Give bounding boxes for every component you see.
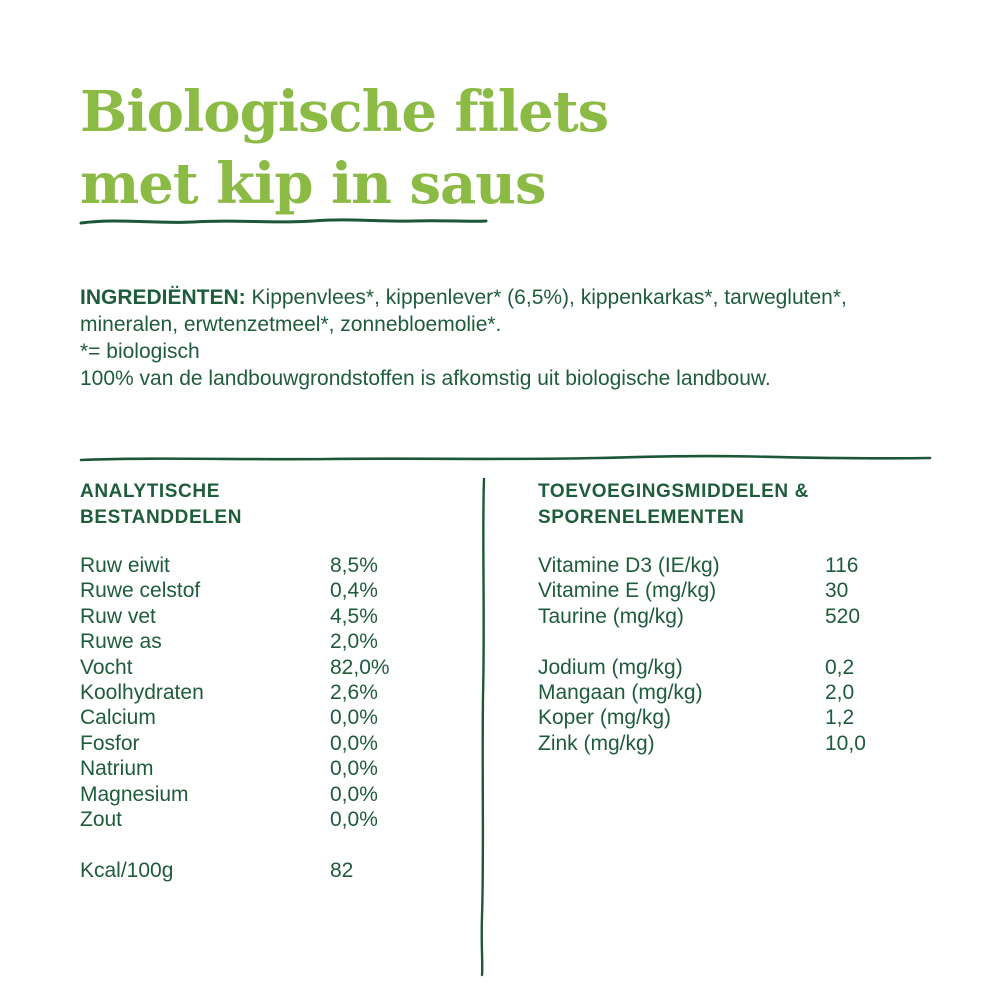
- page-title-line1: Biologische filets: [80, 78, 609, 145]
- row-label: Vitamine D3 (IE/kg): [538, 554, 720, 577]
- row-label: Ruw vet: [80, 604, 156, 628]
- analytical-constituents-heading: [80, 479, 475, 531]
- row-value: 0,0%: [330, 706, 378, 730]
- row-label: Taurine (mg/kg): [538, 604, 684, 628]
- row-value: 0,4%: [330, 579, 378, 603]
- table-row: [80, 756, 475, 781]
- row-label: Kcal/100g: [80, 858, 174, 882]
- row-value: 30: [825, 579, 849, 603]
- row-value: 0,0%: [330, 782, 378, 806]
- analytical-constituents-column: [80, 479, 475, 883]
- title-underline-rule: [78, 213, 490, 229]
- row-value: 2,0%: [330, 630, 378, 654]
- table-row: [80, 807, 475, 832]
- row-value: 0,0%: [330, 731, 378, 755]
- row-label: Magnesium: [80, 782, 189, 806]
- table-row: [538, 578, 938, 603]
- additives-trace-elements-column: [538, 479, 938, 756]
- table-row: [80, 629, 475, 654]
- table-row: [80, 553, 475, 578]
- row-value: 1,2: [825, 706, 855, 730]
- column-divider-rule: [477, 476, 489, 978]
- additives-heading: [538, 479, 938, 531]
- table-row: [538, 705, 938, 730]
- row-label: Vitamine E (mg/kg): [538, 579, 717, 603]
- table-row: [80, 705, 475, 730]
- additives-table: [538, 553, 938, 756]
- row-value: 82,0%: [330, 655, 390, 679]
- row-value: 0,0%: [330, 807, 378, 831]
- table-row: [80, 578, 475, 603]
- ingredients-line2: mineralen, erwtenzetmeel*, zonnebloemolie*.: [80, 313, 502, 336]
- ingredients-line1-text: Kippenvlees*, kippenlever* (6,5%), kippenkarkas*, tarwegluten*,: [245, 286, 847, 309]
- ingredients-line1: [80, 284, 920, 311]
- row-label: Mangaan (mg/kg): [538, 680, 703, 704]
- row-label: Koolhydraten: [80, 680, 204, 704]
- row-value: 2,6%: [330, 680, 378, 704]
- row-value: 8,5%: [330, 554, 378, 577]
- table-row: [80, 655, 475, 680]
- table-row: [538, 655, 938, 680]
- row-value: 520: [825, 604, 861, 628]
- row-label: Fosfor: [80, 731, 140, 755]
- table-row: [538, 680, 938, 705]
- table-row: [538, 553, 938, 578]
- table-spacer: [80, 832, 475, 857]
- analytical-table: [80, 553, 475, 883]
- analytical-heading-line2: BESTANDDELEN: [80, 507, 243, 528]
- additives-heading-line1: TOEVOEGINGSMIDDELEN &: [538, 481, 809, 502]
- page-title: [80, 76, 720, 220]
- row-value: 4,5%: [330, 604, 378, 628]
- row-value: 116: [825, 554, 859, 577]
- section-divider-rule: [78, 451, 934, 465]
- table-row: [538, 731, 938, 756]
- table-row: [80, 731, 475, 756]
- row-label: Zout: [80, 807, 123, 831]
- kcal-row: [80, 858, 475, 883]
- table-row: [80, 604, 475, 629]
- row-label: Zink (mg/kg): [538, 731, 655, 755]
- table-row: [80, 680, 475, 705]
- row-value: 10,0: [825, 731, 866, 755]
- row-label: Natrium: [80, 757, 154, 781]
- row-value: 82: [330, 858, 354, 882]
- row-label: Vocht: [80, 655, 133, 679]
- additives-heading-line2: SPORENELEMENTEN: [538, 507, 745, 528]
- ingredients-section: [80, 284, 920, 392]
- row-label: Ruwe celstof: [80, 579, 201, 603]
- row-label: Calcium: [80, 706, 156, 730]
- row-value: 2,0: [825, 680, 855, 704]
- row-value: 0,2: [825, 655, 855, 679]
- row-label: Jodium (mg/kg): [538, 655, 683, 679]
- ingredients-label: INGREDIËNTEN:: [80, 286, 246, 309]
- row-label: Ruwe as: [80, 630, 162, 654]
- table-spacer: [538, 629, 938, 654]
- row-value: 0,0%: [330, 757, 378, 781]
- page-title-line2: met kip in saus: [80, 150, 546, 217]
- row-label: Koper (mg/kg): [538, 706, 672, 730]
- table-row: [538, 604, 938, 629]
- analytical-heading-line1: ANALYTISCHE: [80, 481, 220, 502]
- row-label: Ruw eiwit: [80, 554, 170, 577]
- organic-note: *= biologisch: [80, 340, 200, 363]
- table-row: [80, 782, 475, 807]
- organic-percentage-note: 100% van de landbouwgrondstoffen is afkomstig uit biologische landbouw.: [80, 367, 771, 390]
